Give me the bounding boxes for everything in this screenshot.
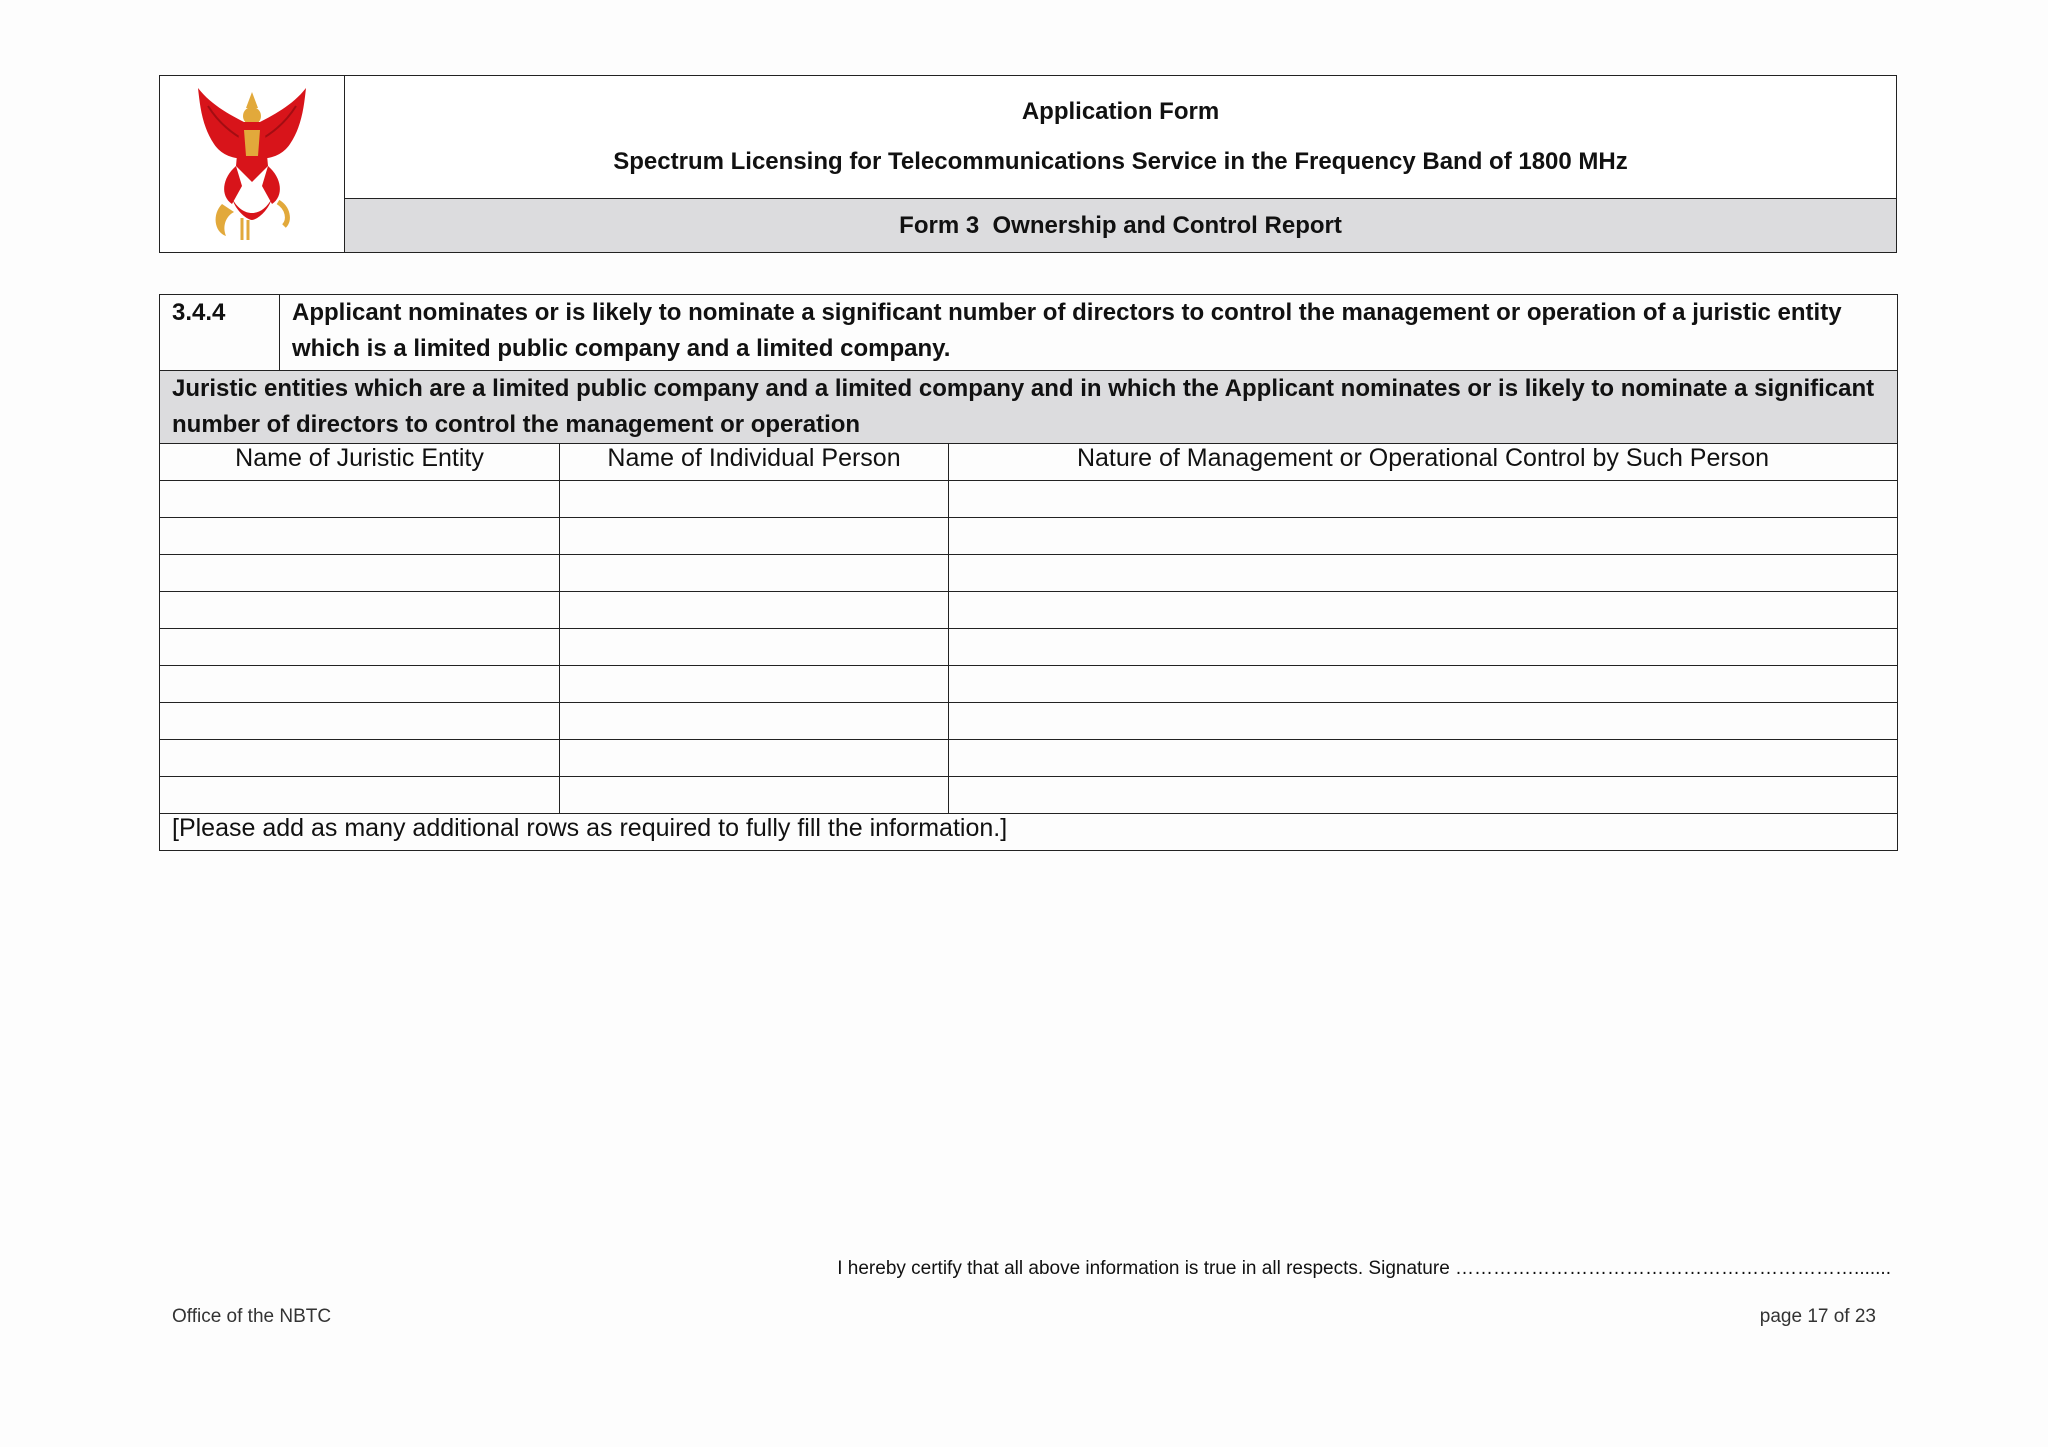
footer-office: Office of the NBTC [172,1306,332,1327]
section-subheading: Juristic entities which are a limited public company and a limited company and in which the Applicant nominates or is likely to nominate a significant number of directors to control the management or operation [160,371,1898,444]
cell-individual-person[interactable] [560,592,949,629]
cell-juristic-entity[interactable] [160,777,560,814]
cell-juristic-entity[interactable] [160,555,560,592]
cell-individual-person[interactable] [560,666,949,703]
table-row [160,666,1898,703]
table-row [160,629,1898,666]
table-row [160,481,1898,518]
garuda-emblem-icon [192,86,312,242]
table-row [160,703,1898,740]
cell-individual-person[interactable] [560,518,949,555]
footer-page-number: page 17 of 23 [1759,1306,1876,1327]
section-title: Applicant nominates or is likely to nominate a significant number of directors to control the management or operation of a juristic entity which is a limited public company and a limited company. [280,295,1898,371]
logo-cell [160,76,345,252]
cell-individual-person[interactable] [560,629,949,666]
table-row [160,592,1898,629]
cell-nature-of-control[interactable] [949,703,1898,740]
form-subtitle: Spectrum Licensing for Telecommunications Service in the Frequency Band of 1800 MHz [613,148,1628,175]
col-header-juristic-entity: Name of Juristic Entity [160,444,560,481]
form-header [159,75,1897,253]
table-row [160,555,1898,592]
table-row [160,740,1898,777]
cell-individual-person[interactable] [560,703,949,740]
table-row [160,777,1898,814]
section-number: 3.4.4 [160,295,280,371]
cell-juristic-entity[interactable] [160,481,560,518]
subheading-row [160,371,1898,444]
cell-nature-of-control[interactable] [949,666,1898,703]
cell-juristic-entity[interactable] [160,703,560,740]
section-heading-row [160,295,1898,371]
form-title: Application Form [1021,98,1220,125]
cell-nature-of-control[interactable] [949,518,1898,555]
cell-nature-of-control[interactable] [949,592,1898,629]
cell-nature-of-control[interactable] [949,481,1898,518]
cell-individual-person[interactable] [560,740,949,777]
cell-individual-person[interactable] [560,481,949,518]
cell-juristic-entity[interactable] [160,629,560,666]
col-header-nature-of-control: Nature of Management or Operational Control by Such Person [949,444,1898,481]
title-block [345,76,1896,198]
cell-individual-person[interactable] [560,555,949,592]
note-row [160,814,1898,851]
cell-juristic-entity[interactable] [160,666,560,703]
form-section-title: Form 3 Ownership and Control Report [345,198,1896,252]
col-header-individual-person: Name of Individual Person [560,444,949,481]
title-cell [345,76,1896,252]
cell-nature-of-control[interactable] [949,740,1898,777]
cell-juristic-entity[interactable] [160,518,560,555]
cell-nature-of-control[interactable] [949,629,1898,666]
cell-nature-of-control[interactable] [949,555,1898,592]
ownership-table [159,294,1898,851]
cell-juristic-entity[interactable] [160,592,560,629]
table-row [160,518,1898,555]
column-header-row [160,444,1898,481]
cell-individual-person[interactable] [560,777,949,814]
cell-juristic-entity[interactable] [160,740,560,777]
certification-signature-line: I hereby certify that all above information is true in all respects. Signature ………………………………………………………....... [837,1258,1891,1279]
cell-nature-of-control[interactable] [949,777,1898,814]
additional-rows-note: [Please add as many additional rows as required to fully fill the information.] [160,814,1898,851]
